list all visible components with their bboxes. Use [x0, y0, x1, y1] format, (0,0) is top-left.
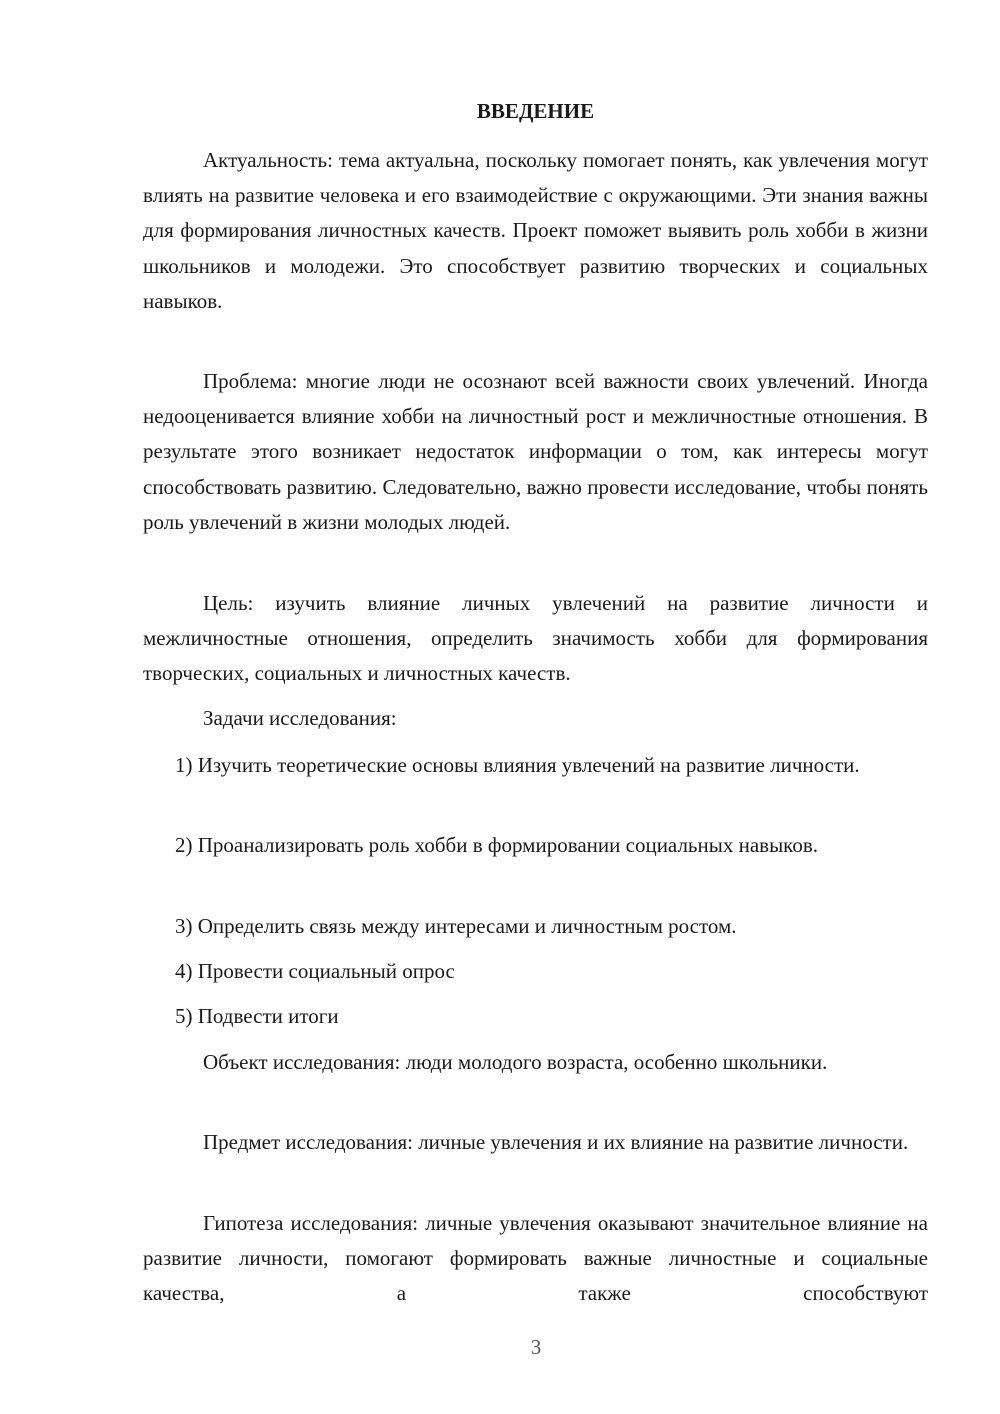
- task-item-1: 1) Изучить теоретические основы влияния увлечений на развитие личности.: [175, 753, 860, 777]
- paragraph-relevance: Актуальность: тема актуальна, поскольку помогает понять, как увлечения могут влиять на развитие человека и его взаимодействие с окружающими. Эти знания важны для формирования личностных качеств. Проект поможет выявить роль хобби в жизни школьников и молодежи. Это способствует развитию творческих и социальных навыков.: [143, 148, 928, 313]
- paragraph-tasks-heading: Задачи исследования:: [203, 706, 397, 730]
- task-item-3: 3) Определить связь между интересами и личностным ростом.: [175, 914, 737, 938]
- task-item-4: 4) Провести социальный опрос: [175, 959, 455, 983]
- task-item-2: 2) Проанализировать роль хобби в формировании социальных навыков.: [175, 833, 818, 857]
- paragraph-goal: Цель: изучить влияние личных увлечений на развитие личности и межличностные отношения, определить значимость хобби для формирования творческих, социальных и личностных качеств.: [143, 591, 928, 686]
- paragraph-object: Объект исследования: люди молодого возраста, особенно школьники.: [203, 1050, 828, 1074]
- paragraph-hypothesis: Гипотеза исследования: личные увлечения оказывают значительное влияние на развитие личности, помогают формировать важные личностные и социальные качества, а также способствуют: [143, 1211, 928, 1306]
- task-item-5: 5) Подвести итоги: [175, 1004, 339, 1028]
- paragraph-subject: Предмет исследования: личные увлечения и их влияние на развитие личности.: [203, 1130, 909, 1154]
- section-title: ВВЕДЕНИЕ: [476, 99, 595, 123]
- paragraph-problem: Проблема: многие люди не осознают всей важности своих увлечений. Иногда недооценивается влияние хобби на личностный рост и межличностные отношения. В результате этого возникает недостаток информации о том, как интересы могут способствовать развитию. Следовательно, важно провести исследование, чтобы понять роль увлечений в жизни молодых людей.: [143, 369, 928, 534]
- page-number: 3: [530, 1335, 542, 1359]
